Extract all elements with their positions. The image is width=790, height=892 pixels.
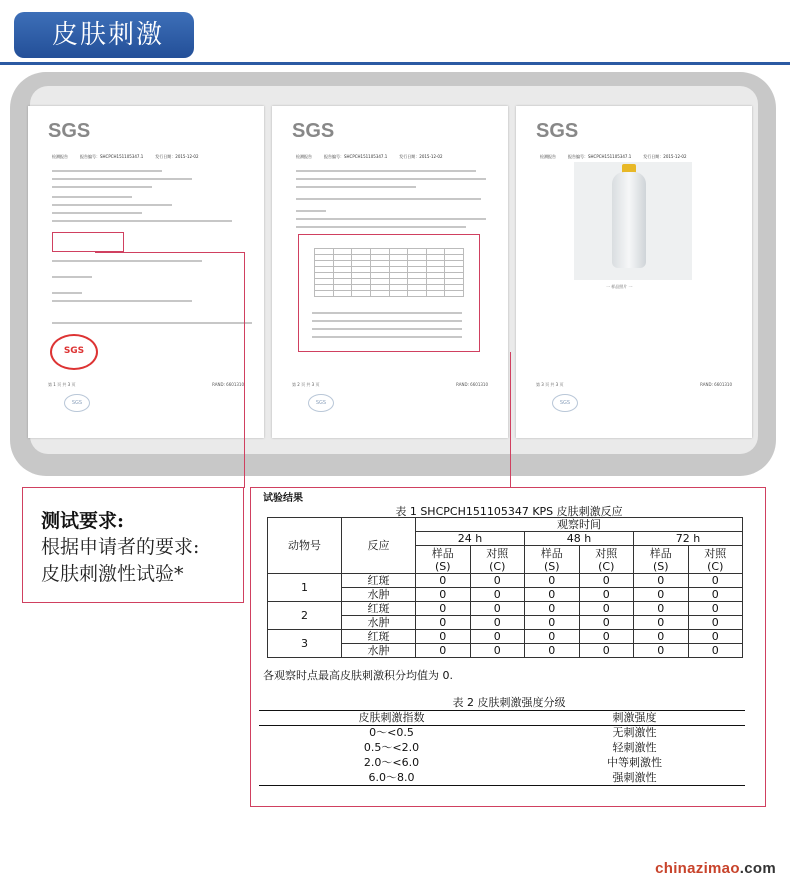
irritation-grade: 强刺激性 (524, 771, 745, 786)
text-line (296, 198, 481, 200)
score-cell: 0 (579, 644, 634, 658)
section-title: 皮肤刺激 (52, 20, 165, 50)
table1-caption: 表 1 SHCPCH151105347 KPS 皮肤刺激反应 (395, 505, 623, 518)
text-line (52, 212, 142, 214)
score-cell: 0 (634, 588, 689, 602)
company-stamp: SGS (50, 334, 98, 370)
requirement-line-1: 根据申请者的要求: (41, 536, 200, 558)
control-col-label: 对照 (595, 546, 618, 560)
sgs-footer-logo: SGS (552, 394, 578, 412)
text-line (52, 170, 162, 172)
score-cell: 0 (525, 630, 580, 644)
irritation-index: 0～<0.5 (369, 726, 414, 740)
time-48h: 48 h (525, 532, 634, 546)
sgs-footer-logo: SGS (64, 394, 90, 412)
score-cell: 0 (525, 588, 580, 602)
score-cell: 0 (416, 616, 471, 630)
control-col-code: (C) (489, 559, 506, 573)
sample-col-label: 样品 (540, 546, 563, 560)
animal-number: 1 (268, 574, 342, 602)
reaction-name: 红斑 (342, 574, 416, 588)
control-col-label: 对照 (704, 546, 727, 560)
score-cell: 0 (579, 588, 634, 602)
connector-line (95, 252, 245, 253)
bottle-icon (612, 172, 646, 268)
sample-col-label: 样品 (649, 546, 672, 560)
irritation-grade: 中等刺激性 (607, 756, 663, 769)
table-row (259, 741, 745, 756)
sgs-logo: SGS (536, 120, 579, 142)
score-cell: 0 (688, 574, 743, 588)
sample-col-code: (S) (652, 559, 669, 573)
score-cell: 0 (688, 630, 743, 644)
score-cell: 0 (416, 630, 471, 644)
score-cell: 0 (416, 574, 471, 588)
score-cell: 0 (525, 644, 580, 658)
score-cell: 0 (525, 574, 580, 588)
watermark-brand: chinazimao (655, 860, 740, 877)
text-line (52, 186, 152, 188)
sgs-footer-logo: SGS (308, 394, 334, 412)
text-line (296, 218, 486, 220)
test-requirement-highlight (52, 232, 124, 252)
table1-note: 各观察时点最高皮肤刺激积分均值为 0. (263, 669, 453, 682)
watermark-suffix: .com (739, 860, 776, 877)
footer-page: 第 2 页 共 3 页 (292, 382, 320, 387)
control-col (579, 546, 634, 574)
score-cell: 0 (579, 574, 634, 588)
text-line (296, 178, 486, 180)
site-watermark (655, 860, 776, 877)
report-header-line: 检测报告 报告编号：SHCPCH151105347.1 发行日期：2015-12-02 (52, 154, 199, 159)
table-row (268, 574, 743, 588)
report-header-line: 检测报告 报告编号：SHCPCH151105347.1 发行日期：2015-12-02 (296, 154, 443, 159)
score-cell: 0 (470, 574, 525, 588)
col-reaction: 反应 (342, 518, 416, 574)
score-cell: 0 (579, 602, 634, 616)
text-line (296, 210, 326, 212)
score-cell: 0 (688, 644, 743, 658)
text-line (52, 260, 202, 262)
irritation-index: 2.0～<6.0 (363, 756, 420, 769)
table-row (259, 726, 745, 741)
time-72h: 72 h (634, 532, 743, 546)
sgs-logo: SGS (48, 120, 91, 142)
irritation-index: 0.5～<2.0 (363, 741, 420, 754)
connector-line (510, 352, 511, 488)
text-line (52, 178, 192, 180)
control-col-code: (C) (598, 559, 615, 573)
score-cell: 0 (579, 630, 634, 644)
animal-number: 3 (268, 630, 342, 658)
reaction-name: 红斑 (342, 630, 416, 644)
text-line (296, 170, 476, 172)
text-line (296, 186, 416, 188)
text-line (296, 226, 466, 228)
animal-number: 2 (268, 602, 342, 630)
score-cell: 0 (470, 644, 525, 658)
reaction-name: 水肿 (342, 588, 416, 602)
score-cell: 0 (579, 616, 634, 630)
score-cell: 0 (416, 644, 471, 658)
control-col-code: (C) (707, 559, 724, 573)
table-row (259, 771, 745, 786)
footer-id: RAND: 6601310 (456, 382, 488, 387)
irritation-grade: 轻刺激性 (612, 741, 657, 754)
table-row (259, 756, 745, 771)
report-page-3 (516, 106, 752, 438)
score-cell: 0 (470, 602, 525, 616)
text-line (52, 322, 252, 324)
footer-page: 第 3 页 共 3 页 (536, 382, 564, 387)
irritation-grade-table (259, 710, 745, 786)
sample-col-code: (S) (434, 559, 451, 573)
score-cell: 0 (688, 602, 743, 616)
col-index: 皮肤刺激指数 (259, 711, 524, 726)
irritation-index: 6.0～8.0 (259, 771, 524, 786)
score-cell: 0 (525, 602, 580, 616)
report-footer (48, 382, 244, 388)
reaction-name: 水肿 (342, 644, 416, 658)
irritation-grade: 无刺激性 (612, 726, 657, 740)
control-col (470, 546, 525, 574)
score-cell: 0 (634, 574, 689, 588)
sample-col-code: (S) (543, 559, 560, 573)
text-line (52, 292, 82, 294)
score-cell: 0 (470, 588, 525, 602)
text-line (52, 276, 92, 278)
score-cell: 0 (470, 630, 525, 644)
control-col (688, 546, 743, 574)
footer-id: RAND: 6601310 (700, 382, 732, 387)
photo-caption: 一 样品照片 一 (606, 284, 633, 289)
score-cell: 0 (416, 602, 471, 616)
test-requirement-box (22, 487, 244, 603)
report-page-2 (272, 106, 508, 438)
score-cell: 0 (634, 630, 689, 644)
score-cell: 0 (688, 588, 743, 602)
table-row (268, 602, 743, 616)
table2-caption: 表 2 皮肤刺激强度分级 (452, 696, 566, 709)
requirement-title: 测试要求: (41, 510, 125, 532)
reaction-name: 水肿 (342, 616, 416, 630)
results-heading: 试验结果 (263, 493, 303, 504)
text-line (52, 196, 132, 198)
text-line (52, 204, 172, 206)
sgs-logo: SGS (292, 120, 335, 142)
skin-irritation-table (267, 517, 743, 658)
col-animal: 动物号 (268, 518, 342, 574)
control-col-label: 对照 (486, 546, 509, 560)
reaction-name: 红斑 (342, 602, 416, 616)
table-row (268, 630, 743, 644)
report-header-line: 检测报告 报告编号：SHCPCH151105347.1 发行日期：2015-12-02 (540, 154, 687, 159)
text-line (52, 220, 232, 222)
title-divider (0, 62, 790, 65)
connector-line (244, 252, 245, 488)
col-observe: 观察时间 (416, 518, 743, 532)
score-cell: 0 (470, 616, 525, 630)
sample-col-label: 样品 (431, 546, 454, 560)
score-cell: 0 (688, 616, 743, 630)
sample-col (416, 546, 471, 574)
score-cell: 0 (634, 602, 689, 616)
report-footer (292, 382, 488, 388)
test-results-box (250, 487, 766, 807)
test-result-highlight (298, 234, 480, 352)
footer-id: RAND: 6601310 (212, 382, 244, 387)
report-page-1 (28, 106, 264, 438)
score-cell: 0 (416, 588, 471, 602)
sample-col (634, 546, 689, 574)
sample-col (525, 546, 580, 574)
score-cell: 0 (525, 616, 580, 630)
time-24h: 24 h (416, 532, 525, 546)
score-cell: 0 (634, 616, 689, 630)
section-title-tab (14, 12, 194, 58)
requirement-line-2: 皮肤刺激性试验* (41, 563, 184, 585)
col-grade: 刺激强度 (524, 711, 745, 726)
score-cell: 0 (634, 644, 689, 658)
report-footer (536, 382, 732, 388)
text-line (52, 300, 192, 302)
footer-page: 第 1 页 共 3 页 (48, 382, 76, 387)
